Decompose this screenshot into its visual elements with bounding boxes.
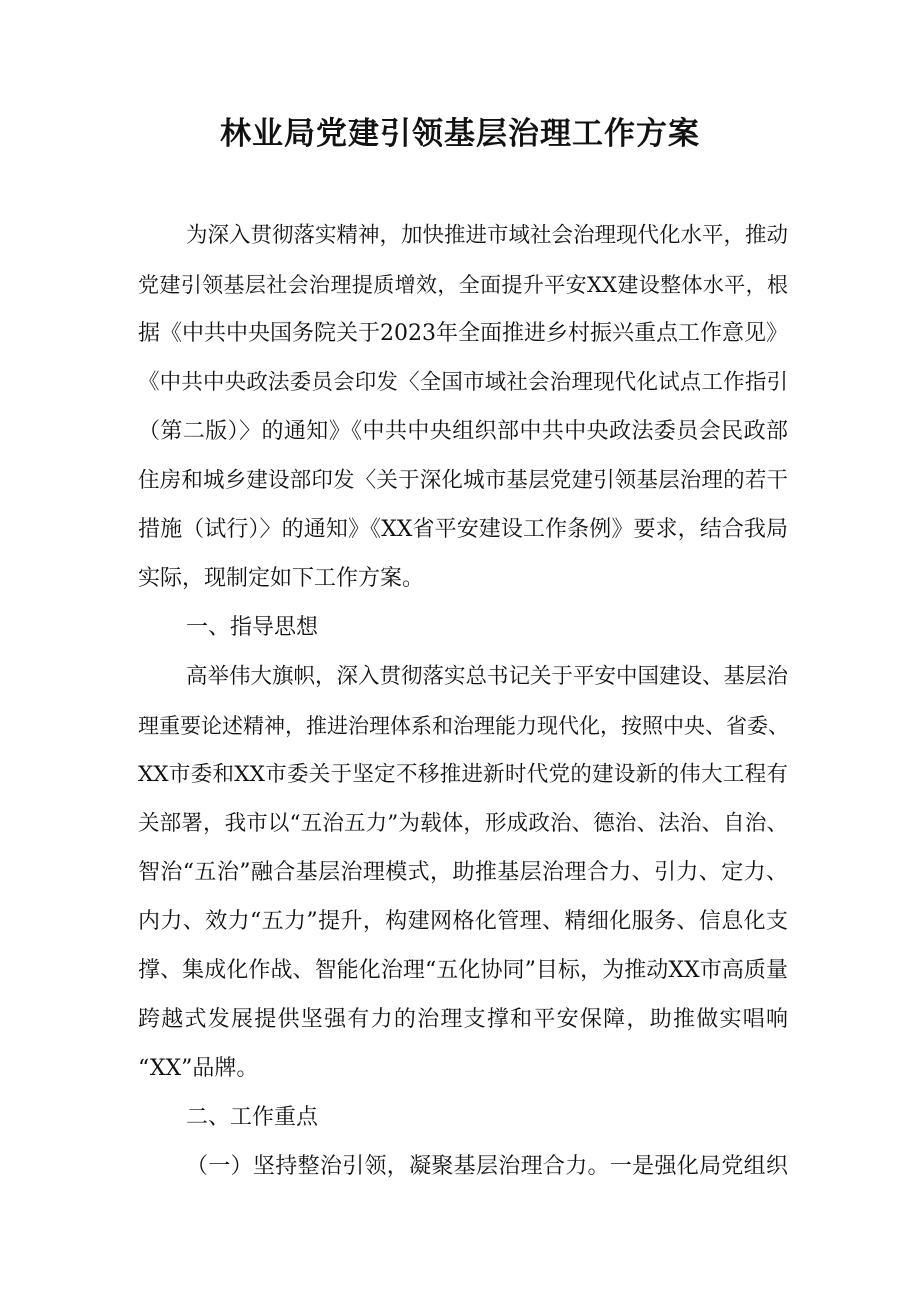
section-heading: 一、指导思想 [186, 615, 319, 640]
intro-line: 实际，现制定如下工作方案。 [138, 566, 425, 591]
intro-line: 据《中共中央国务院关于2023年全面推进乡村振兴重点工作意见》 [138, 321, 788, 346]
paragraph-line: “XX”品牌。 [138, 1056, 259, 1081]
intro-line: 措施（试行）〉的通知》《XX省平安建设工作条例》要求，结合我局 [138, 517, 788, 542]
paragraph-line: 理重要论述精神，推进治理体系和治理能力现代化，按照中央、省委、 [138, 714, 789, 738]
document-title: 林业局党建引领基层治理工作方案 [220, 116, 700, 152]
paragraph-line: XX市委和XX市委关于坚定不移推进新时代党的建设新的伟大工程有 [138, 762, 788, 787]
paragraph-line: 智治“五治”融合基层治理模式，助推基层治理合力、引力、定力、 [138, 860, 788, 885]
section-heading: 二、工作重点 [186, 1105, 319, 1130]
paragraph-line: （一）坚持整治引领，凝聚基层治理合力。一是强化局党组织 [186, 1154, 788, 1179]
paragraph-line: 高举伟大旗帜，深入贯彻落实总书记关于平安中国建设、基层治 [186, 664, 789, 689]
intro-line: 为深入贯彻落实精神，加快推进市域社会治理现代化水平，推动 [186, 223, 789, 248]
paragraph-line: 关部署，我市以“五治五力”为载体，形成政治、德治、法治、自治、 [138, 811, 788, 836]
intro-line: （第二版）〉的通知》《中共中央组织部中共中央政法委员会民政部 [138, 419, 788, 444]
intro-line: 党建引领基层社会治理提质增效，全面提升平安XX建设整体水平，根 [138, 273, 788, 297]
intro-line: 住房和城乡建设部印发〈关于深化城市基层党建引领基层治理的若干 [138, 468, 788, 493]
paragraph-line: 内力、效力“五力”提升，构建网格化管理、精细化服务、信息化支 [138, 909, 788, 934]
paragraph-line: 撑、集成化作战、智能化治理“五化协同”目标，为推动XX市高质量 [138, 958, 788, 983]
paragraph-line: 跨越式发展提供坚强有力的治理支撑和平安保障，助推做实唱响 [138, 1007, 788, 1032]
intro-line: 《中共中央政法委员会印发〈全国市域社会治理现代化试点工作指引 [138, 370, 788, 395]
